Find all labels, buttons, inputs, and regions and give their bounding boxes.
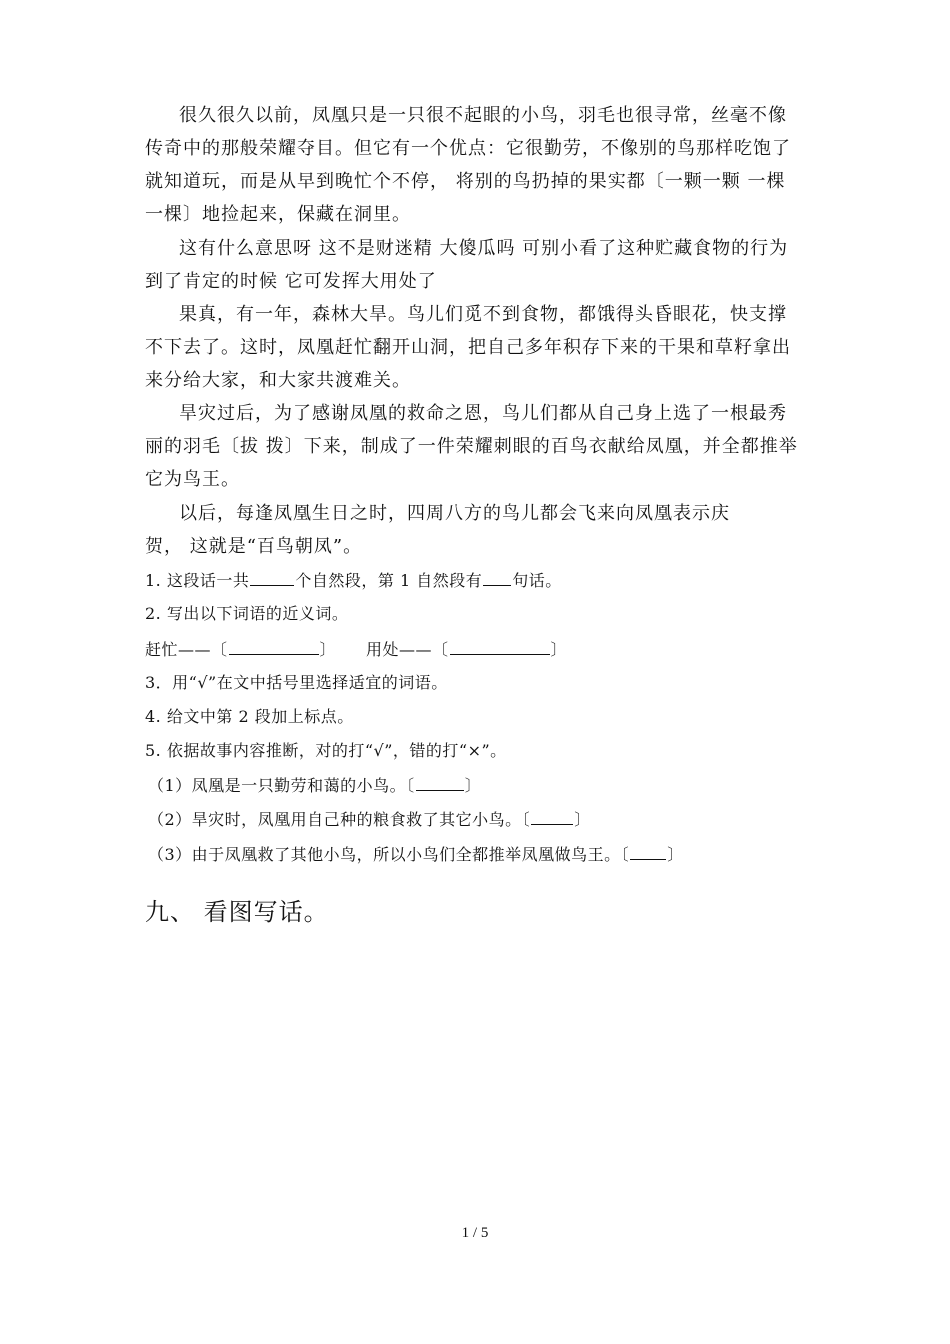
answer-blank-judge-3[interactable] xyxy=(630,843,666,860)
story-paragraph-5-line-2: 贺， 这就是“百鸟朝凤”。 xyxy=(145,536,363,557)
question-1 xyxy=(145,569,562,592)
item-2-text: （2）旱灾时，凤凰用自己种的粮食救了其它小鸟。〔 xyxy=(148,810,531,829)
question-3: 3．用“√”在文中括号里选择适宜的词语。 xyxy=(145,673,448,692)
question-5-item-2 xyxy=(148,808,591,831)
bracket-close: 〕 xyxy=(574,810,591,829)
question-1-text-c: 句话。 xyxy=(512,571,562,590)
answer-blank-judge-2[interactable] xyxy=(531,808,573,825)
bracket-close: 〕 xyxy=(550,640,568,659)
bracket-close: 〕 xyxy=(464,776,482,795)
story-paragraph-5-line-1: 以后，每逢凤凰生日之时，四周八方的鸟儿都会飞来向凤凰表示庆 xyxy=(179,503,730,524)
question-2-answers xyxy=(145,638,567,661)
story-paragraph-4: 旱灾过后，为了感谢凤凰的救命之恩，鸟儿们都从自己身上选了一根最秀丽的羽毛〔拔 拨〕下来，制成了一件荣耀刺眼的百鸟衣献给凤凰，并全都推举它为鸟王。 xyxy=(145,403,798,490)
bracket-close: 〕 xyxy=(667,845,684,864)
answer-blank-synonym-1[interactable] xyxy=(229,638,319,655)
story-paragraph-3: 果真，有一年，森林大旱。鸟儿们觅不到食物，都饿得头昏眼花，快支撑不下去了。这时，凤凰赶忙翻开山洞，把自己多年积存下来的干果和草籽拿出来分给大家，和大家共渡难关。 xyxy=(145,304,791,391)
synonym-word-2: 用处——〔 xyxy=(366,640,449,659)
answer-blank-sentence-count[interactable] xyxy=(483,569,511,586)
item-1-text: （1）凤凰是一只勤劳和蔼的小鸟。〔 xyxy=(148,776,415,795)
question-4: 4. 给文中第 2 段加上标点。 xyxy=(145,707,354,726)
page-number: 1 / 5 xyxy=(461,1225,489,1241)
item-3-text: （3）由于凤凰救了其他小鸟，所以小鸟们全都推举凤凰做鸟王。〔 xyxy=(148,845,630,864)
question-5-item-3 xyxy=(148,843,684,866)
bracket-close: 〕 xyxy=(319,640,337,659)
section-heading: 九、 看图写话。 xyxy=(145,898,329,926)
answer-blank-paragraph-count[interactable] xyxy=(250,569,294,586)
question-1-text-b: 个自然段，第 1 自然段有 xyxy=(295,571,483,590)
question-5: 5. 依据故事内容推断，对的打“√”，错的打“×”。 xyxy=(145,741,507,760)
story-paragraph-2: 这有什么意思呀 这不是财迷精 大傻瓜吗 可别小看了这种贮藏食物的行为 到了肯定的时候 它可发挥大用处了 xyxy=(145,238,789,292)
answer-blank-judge-1[interactable] xyxy=(416,774,464,791)
story-paragraph-1: 很久很久以前，凤凰只是一只很不起眼的小鸟，羽毛也很寻常，丝毫不像传奇中的那般荣耀夺目。但它有一个优点：它很勤劳，不像别的鸟那样吃饱了就知道玩，而是从早到晚忙个不停， 将别的鸟扔掉的果实都〔一颗一颗 一棵一棵〕地捡起来，保藏在洞里。 xyxy=(145,105,791,225)
synonym-word-1: 赶忙——〔 xyxy=(145,640,228,659)
question-5-item-1 xyxy=(148,774,481,797)
question-1-text-a: 1. 这段话一共 xyxy=(145,571,250,590)
answer-blank-synonym-2[interactable] xyxy=(450,638,550,655)
question-2: 2. 写出以下词语的近义词。 xyxy=(145,604,349,623)
